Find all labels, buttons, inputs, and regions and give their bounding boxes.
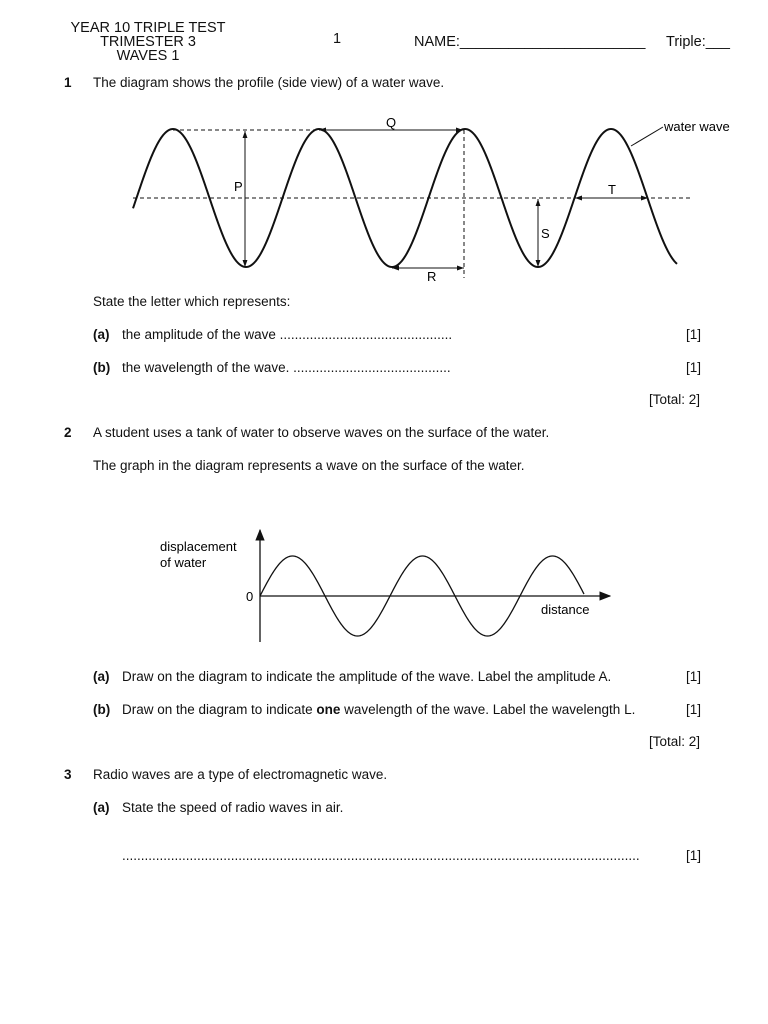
y-axis-label-line-2: of water [160,555,207,570]
q1a-label: (a) [93,327,110,342]
label-r: R [427,269,437,284]
q1-prompt: State the letter which represents: [93,294,291,309]
q2-intro: A student uses a tank of water to observe waves on the surface of the water. [93,425,550,440]
q2b-text-post: wavelength of the wave. Label the wavelength L. [340,702,636,717]
label-t: T [608,182,616,197]
q1b-label: (b) [93,360,111,375]
q1-number: 1 [64,75,72,90]
q1a-text: the amplitude of the wave .............................................. [122,327,453,342]
q3a-marks: [1] [686,848,702,863]
q2b-text-pre: Draw on the diagram to indicate [122,702,317,717]
q2-number: 2 [64,425,72,440]
q2b-label: (b) [93,702,111,717]
q2b-marks: [1] [686,702,702,717]
label-water-wave: water wave [664,119,730,134]
q3a-text: State the speed of radio waves in air. [122,800,344,815]
q3-intro: Radio waves are a type of electromagnetic wave. [93,767,388,782]
x-axis-label: distance [541,602,590,617]
header-line-3: WAVES 1 [116,48,180,64]
header-line-1: YEAR 10 TRIPLE TEST [70,20,226,36]
q3-number: 3 [64,767,72,782]
q2b-text-bold: one [316,702,341,717]
header-line-2: TRIMESTER 3 [100,34,196,50]
page-number: 1 [333,31,342,47]
q1a-marks: [1] [686,327,702,342]
label-s: S [541,226,550,241]
displacement-graph [0,520,768,650]
q2a-label: (a) [93,669,110,684]
q2-total: [Total: 2] [649,734,701,749]
label-p: P [234,179,243,194]
q1b-text: the wavelength of the wave. .......................................... [122,360,451,375]
origin-label: 0 [246,589,254,604]
q3a-answer-line[interactable]: .......................................................................................................................................... [122,848,640,863]
q2a-marks: [1] [686,669,702,684]
label-q: Q [386,115,397,130]
name-field[interactable]: NAME:_______________________ [414,34,646,50]
water-wave-pointer [631,127,663,146]
water-wave-diagram [0,0,768,300]
q2a-text: Draw on the diagram to indicate the amplitude of the wave. Label the amplitude A. [122,669,612,684]
q1-total: [Total: 2] [649,392,701,407]
triple-field[interactable]: Triple:___ [666,34,730,50]
q2b-text [122,702,635,717]
q3a-label: (a) [93,800,110,815]
q1b-marks: [1] [686,360,702,375]
y-axis-label-line-1: displacement [160,539,237,554]
q2-intro-2: The graph in the diagram represents a wave on the surface of the water. [93,458,525,473]
q1-intro: The diagram shows the profile (side view) of a water wave. [93,75,445,90]
